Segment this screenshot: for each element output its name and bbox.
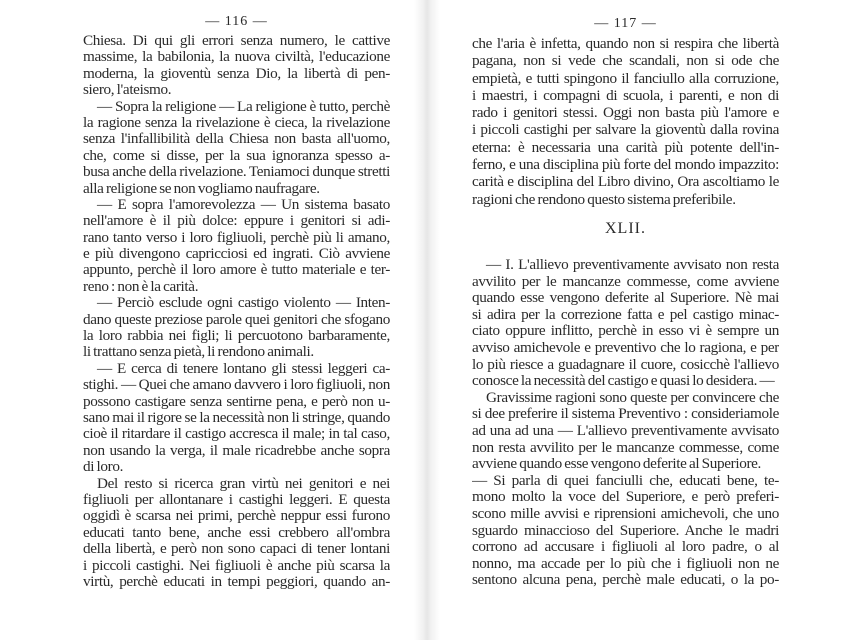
text-line: la ragione senza la rivelazione è cieca, la rivelazione [83,114,390,131]
text-line: sano mai il rigore se la necessità non li stringe, quando [83,409,390,426]
paragraph [472,257,779,390]
text-line: busa anche della rivelazione. Teniamoci dunque stretti [83,164,390,181]
text-line: senza l'infallibilità della Chiesa non basta all'uomo, [83,131,390,148]
text-line: appunto, perchè il loro amore è tutto materiale e ter- [83,262,390,279]
chapter-text [472,257,779,589]
book-gutter [414,0,440,640]
text-line: avviso amichevole e preventivo che lo ragiona, e per [472,339,779,356]
paragraph [472,473,779,589]
text-line: nell'amore è il più dolce: eppure i genitori si adi- [83,213,390,230]
text-line: ciato oppure inflitto, perchè in esso vi è sempre un [472,323,779,340]
text-line: reno : non è la carità. [83,278,199,295]
text-line: i maestri, i compagni di scuola, i parenti, e non di [472,86,779,104]
text-line: Del resto si ricerca gran virtù nei genitori e nei [97,475,390,492]
text-line: Gravissime ragioni sono queste per convincere che [486,389,779,406]
paragraph [83,361,390,476]
text-line: non resta avvilito per le mancanze commesse, come [472,439,779,456]
text-line: conosce la necessità del castigo e quasi lo desidera. — [472,373,775,390]
text-line: scono mille avvisi e riprensioni amichevoli, che uno [472,505,779,522]
text-line: la loro rabbia nei figli; li percuotono barbaramente, [83,328,390,345]
text-line: carità e disciplina del Libro divino, Ora ascoltiamo le [472,173,779,191]
text-line: che, come si disse, per la sua ignoranza spesso a- [83,147,390,164]
text-line: li trattano senza pietà, li rendono animali. [83,344,314,361]
page-number: — 117 — [594,16,657,31]
text-line: rado i genitori stessi. Oggi non basta più l'amore e [472,104,779,122]
text-line: si dee preferire il sistema Preventivo : consideriamole [472,406,779,423]
paragraph [83,99,390,197]
paragraph [472,390,779,473]
text-line: oggidì è scarsa nei primi, perchè neppur essi furono [83,508,390,525]
text-line: i piccoli castighi per salvare la gioventù dalla rovina [472,121,779,139]
text-line: massime, la babilonia, la nuova civiltà, l'educazione [83,49,390,66]
text-line: — Sopra la religione — La religione è tutto, perchè [97,98,390,115]
text-line: siero, l'ateismo. [83,82,172,99]
text-line: figliuoli per allontanare i castighi leggeri. E questa [83,491,390,508]
text-line: mono molto la voce del Superiore, e però preferi- [472,489,779,506]
text-line: avvilito per le mancanze commesse, come avviene [472,273,779,290]
text-line: ad una ad una — L'allievo preventivamente avvisato [472,422,779,439]
chapter-heading: XLII. [605,220,646,237]
text-line: di loro. [83,459,124,476]
left-page-text [83,33,390,590]
text-line: virtù, perchè educati in tempi peggiori, quando an- [83,573,390,590]
text-line: — I. L'allievo preventivamente avvisato non resta [486,257,779,273]
text-line: rano tanto verso i loro figliuoli, perchè più li amano, [83,229,390,246]
text-line: empietà, e tutti spingono il fanciullo alla corruzione, [472,69,779,87]
paragraph [83,295,390,361]
text-line: non usando la verga, il male ricadrebbe anche sopra [83,442,390,459]
paragraph [83,476,390,591]
text-line: — E sopra l'amorevolezza — Un sistema basato [97,196,390,213]
text-line: Chiesa. Di qui gli errori senza numero, le cattive [83,33,390,49]
paragraph [83,33,390,99]
text-line: avviene quando esse vengono deferite al Superiore. [472,456,761,473]
text-line: moderna, la gioventù senza Dio, la libertà di pen- [83,65,390,82]
text-line: cioè il ritardare il castigo accresca il male; in tal caso, [83,426,390,443]
paragraph [472,35,779,208]
page-number: — 116 — [205,14,268,29]
text-line: sguardo minaccioso del Superiore. Anche le madri [472,522,779,539]
text-line: — E cerca di tenere lontano gli stessi leggeri ca- [97,360,390,377]
text-line: che l'aria è infetta, quando non si respira che libertà [472,35,779,52]
paragraph [83,197,390,295]
text-line: quando esse vengono deferite al Superiore. Nè mai [472,290,779,307]
text-line: educati tanto bene, anche essi crebbero all'ombra [83,524,390,541]
text-line: — Si parla di quei fanciulli che, educati bene, te- [472,472,779,489]
text-line: dano queste preziose parole quei genitori che sfogano [83,311,390,328]
text-line: e più divengono capricciosi ed ingrati. Ciò avviene [83,246,390,263]
text-line: si adira per la correzione fatta e pel castigo minac- [472,306,779,323]
text-line: corrono ad accusare i figliuoli al loro padre, o al [472,539,779,556]
text-line: della libertà, e però non sono capaci di tener lontani [83,541,390,558]
text-line: sentono alcuna pena, perchè male educati, o la po- [472,572,779,589]
text-line: ragioni che rendono questo sistema preferibile. [472,190,736,208]
text-line: possono castigare senza sentirne pena, e però non u- [83,393,390,410]
text-line: — Perciò esclude ogni castigo violento — Inten- [97,295,390,312]
text-line: stighi. — Quei che amano davvero i loro figliuoli, non [83,377,390,394]
text-line: ferno, e una disciplina più forte del mondo impazzito: [472,156,779,174]
text-line: lo più riesce a guadagnare il cuore, cosicchè l'allievo [472,356,779,373]
text-line: alla religione se non vogliamo naufragare. [83,180,320,197]
right-page-text [472,35,779,208]
text-line: nonno, ma accade per lo più che i figliuoli non ne [472,555,779,572]
text-line: i piccoli castighi. Nei figliuoli è anche più scarsa la [83,557,390,574]
text-line: pagana, non si vede che scandali, non si ode che [472,52,779,70]
text-line: eterna: è necessaria una carità più potente dell'in- [472,138,779,156]
